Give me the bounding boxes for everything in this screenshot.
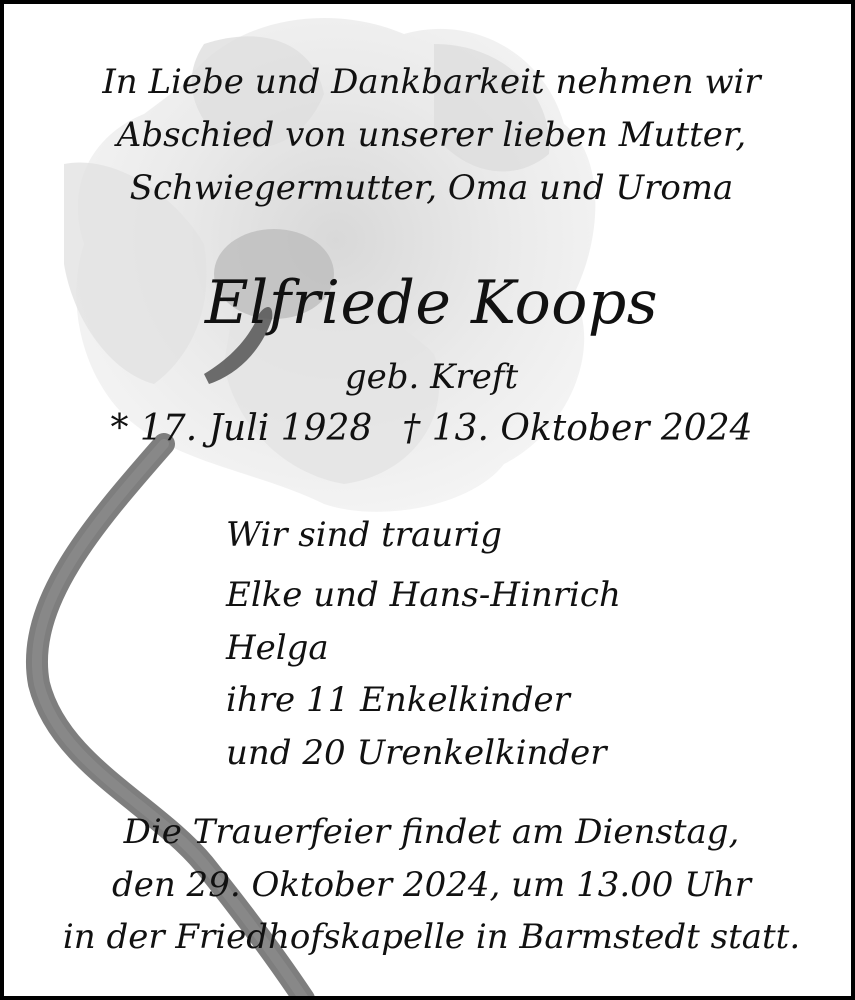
service-line-1: Die Trauerfeier findet am Dienstag, — [123, 812, 740, 852]
mourners-line-1: Wir sind traurig — [226, 515, 503, 555]
mourners-line-3: Helga — [226, 628, 329, 668]
mourners-line-4: ihre 11 Enkelkinder — [226, 680, 570, 720]
mourners-line-5: und 20 Urenkelkinder — [226, 733, 607, 773]
service-line-2: den 29. Oktober 2024, um 13.00 Uhr — [111, 865, 752, 905]
deceased-name: Elfriede Koops — [204, 268, 659, 338]
life-dates — [4, 406, 855, 452]
intro-line-1: In Liebe und Dankbarkeit nehmen wir — [102, 62, 761, 102]
intro-line-3: Schwiegermutter, Oma und Uroma — [129, 168, 734, 208]
birth-date: * 17. Juli 1928 — [110, 408, 373, 449]
death-date: † 13. Oktober 2024 — [402, 408, 753, 449]
mourners-line-2: Elke und Hans-Hinrich — [226, 575, 621, 615]
intro-line-2: Abschied von unserer lieben Mutter, — [116, 115, 747, 155]
maiden-name: geb. Kreft — [344, 357, 519, 397]
service-line-3: in der Friedhofskapelle in Barmstedt statt. — [62, 917, 801, 957]
